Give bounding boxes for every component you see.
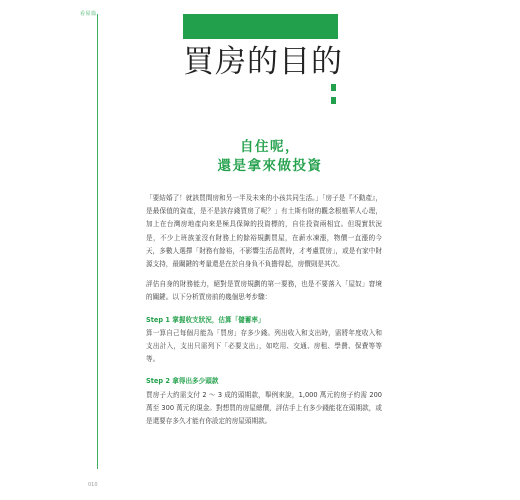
running-head: 看屋篇 (80, 11, 97, 17)
subtitle (200, 138, 340, 176)
step-text: 算一算自己每個月能為「買房」存多少錢。列出收入和支出時，需將年度收入和支出計入，支出只需列下「必要支出」，如吃用、交通、房租、學費、保費等等等。 (146, 328, 382, 364)
page-title: 買房的目的 (183, 44, 343, 80)
title-accent-square (331, 97, 336, 104)
paragraph: 「要結婚了！就該買間房和另一半及未來的小孩共同生活。」「房子是『不動產』，是最保值的資產，是不是該存錢買房了呢？」有土斯有財的觀念根植華人心理，加上在台灣房地產向來是極具保障的投資標的，自住投資兩相宜。但現實狀況是，不少上班族並沒有財務上的餘裕規劃買屋，在薪水凍漲，物價一直漲的今天，多數人選擇「財務有餘裕，不影響生活品質時，才考慮買房」，或是有家中財源支持，最關鍵的考量還是在於自身負不負擔得起，房價則是其次。 (146, 194, 382, 269)
step-heading: Step 2 拿得出多少頭款 (146, 377, 219, 386)
title-accent-square (331, 84, 336, 91)
subtitle-line-1: 自住呢， (240, 139, 300, 155)
step-text: 買房子大約需支付 2 ～ 3 成的頭期款，舉例來說，1,000 萬元的房子約需 200 萬至 300 萬元的現金。對想買的房屋總價，評估手上有多少錢能花在頭期款，或是還要存多久才能有你設定的房屋頭期款。 (146, 390, 382, 426)
title-block (183, 44, 343, 80)
body-text (146, 192, 382, 428)
subtitle-line-2: 還是拿來做投資 (217, 158, 323, 174)
step-heading: Step 1 掌握收支狀況，估算「儲蓄率」 (146, 315, 265, 324)
page-number: 010 (88, 482, 98, 488)
paragraph: 評估自身的財務能力，絕對是買房規劃的第一要務，也是不要落入「屋奴」窘境的關鍵。以下分析買房前的幾個思考步驟： (146, 280, 382, 302)
margin-rule (97, 14, 98, 469)
header-color-bar (183, 14, 338, 39)
